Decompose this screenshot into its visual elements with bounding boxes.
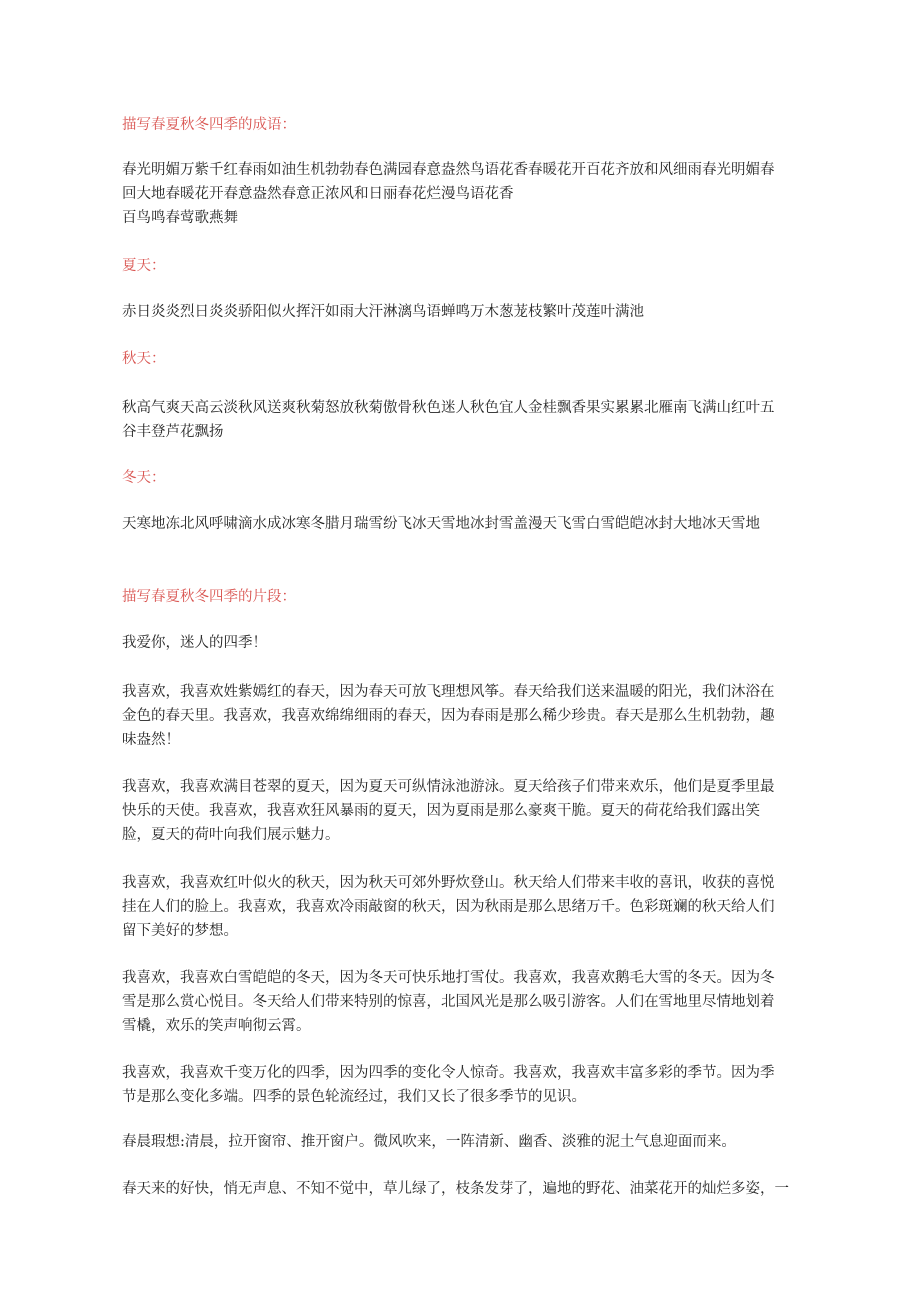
four-seasons-passage-line: 节是那么变化多端。四季的景色轮流经过，我们又长了很多季节的见识。 [122,1089,586,1105]
autumn-passage-line: 我喜欢，我喜欢红叶似火的秋天，因为秋天可郊外野炊登山。秋天给人们带来丰收的喜讯，收获的喜悦 [122,875,775,891]
passages-heading: 描写春夏秋冬四季的片段： [122,589,296,605]
summer-heading: 夏天： [122,258,166,274]
spring-idioms-line: 春光明媚万紫千红春雨如油生机勃勃春色满园春意盎然鸟语花香春暖花开百花齐放和风细雨春光明媚春 [122,162,775,178]
autumn-idioms-line: 谷丰登芦花飘扬 [122,424,224,440]
autumn-heading: 秋天： [122,351,166,367]
winter-passage-line: 雪是那么赏心悦目。冬天给人们带来特别的惊喜，北国风光是那么吸引游客。人们在雪地里尽情地划着 [122,994,775,1010]
autumn-idioms-line: 秋高气爽天高云淡秋风送爽秋菊怒放秋菊傲骨秋色迷人秋色宜人金桂飘香果实累累北雁南飞满山红叶五 [122,400,775,416]
summer-passage-line: 脸，夏天的荷叶向我们展示魅力。 [122,827,340,843]
summer-idioms-paragraph [122,300,822,324]
winter-heading: 冬天： [122,470,166,486]
autumn-passage [122,871,822,943]
spring-passage [122,680,822,752]
idioms-heading: 描写春夏秋冬四季的成语： [122,117,296,133]
summer-passage-line: 快乐的天使。我喜欢，我喜欢狂风暴雨的夏天，因为夏雨是那么豪爽干脆。夏天的荷花给我们露出笑 [122,803,760,819]
four-seasons-passage [122,1061,822,1109]
winter-passage-line: 我喜欢，我喜欢白雪皑皑的冬天，因为冬天可快乐地打雪仗。我喜欢，我喜欢鹅毛大雪的冬天。因为冬 [122,970,775,986]
spring-morning-passage-line: 春晨瑕想:清晨，拉开窗帘、推开窗户。微风吹来，一阵清新、幽香、淡雅的泥土气息迎面而来。 [122,1134,736,1150]
autumn-idioms-paragraph [122,396,822,444]
passage-title [122,631,822,655]
winter-idioms-paragraph [122,512,822,536]
spring-passage-line: 味盎然！ [122,732,180,748]
summer-idioms-line: 赤日炎炎烈日炎炎骄阳似火挥汗如雨大汗淋漓鸟语蝉鸣万木葱茏枝繁叶茂莲叶满池 [122,304,644,320]
autumn-passage-line: 留下美好的梦想。 [122,923,238,939]
spring-idioms-paragraph [122,158,822,230]
spring-morning-passage [122,1130,822,1154]
winter-passage [122,966,822,1038]
spring-idioms-line: 回大地春暖花开春意盎然春意正浓风和日丽春花烂漫鸟语花香 [122,186,514,202]
summer-passage-line: 我喜欢，我喜欢满目苍翠的夏天，因为夏天可纵情泳池游泳。夏天给孩子们带来欢乐，他们是夏季里最 [122,779,775,795]
spring-passage-line: 我喜欢，我喜欢姓紫嫣红的春天，因为春天可放飞理想风筝。春天给我们送来温暖的阳光，我们沐浴在 [122,684,775,700]
winter-passage-line: 雪橇，欢乐的笑声响彻云霄。 [122,1018,311,1034]
passage-title-line: 我爱你，迷人的四季！ [122,635,267,651]
winter-idioms-line: 天寒地冻北风呼啸滴水成冰寒冬腊月瑞雪纷飞冰天雪地冰封雪盖漫天飞雪白雪皑皑冰封大地冰天雪地 [122,516,760,532]
four-seasons-passage-line: 我喜欢，我喜欢千变万化的四季，因为四季的变化令人惊奇。我喜欢，我喜欢丰富多彩的季节。因为季 [122,1065,775,1081]
spring-fast-passage-line: 春天来的好快，悄无声息、不知不觉中，草儿绿了，枝条发芽了，遍地的野花、油菜花开的灿烂多姿，一 [122,1181,789,1197]
spring-fast-passage [122,1177,822,1201]
summer-passage [122,775,822,847]
spring-passage-line: 金色的春天里。我喜欢，我喜欢绵绵细雨的春天，因为春雨是那么稀少珍贵。春天是那么生机勃勃，趣 [122,708,775,724]
autumn-passage-line: 挂在人们的脸上。我喜欢，我喜欢冷雨敲窗的秋天，因为秋雨是那么思绪万千。色彩斑斓的秋天给人们 [122,899,775,915]
spring-idioms-line: 百鸟鸣春莺歌燕舞 [122,210,238,226]
